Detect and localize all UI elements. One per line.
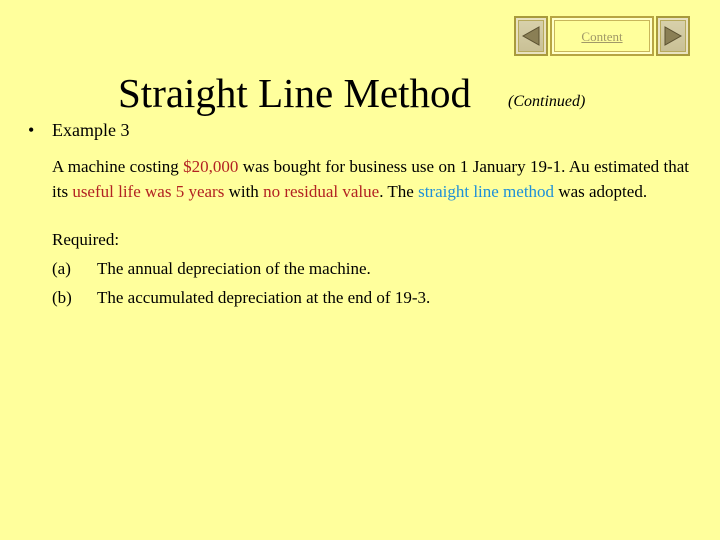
paragraph-text: was bought for business use on 1 January 19-1. Au estimated that its (52, 157, 689, 201)
item-label: (a) (52, 259, 71, 278)
item-text: The accumulated depreciation at the end of 19-3. (97, 288, 431, 307)
required-item-a (52, 259, 371, 279)
item-text: The annual depreciation of the machine. (97, 259, 371, 278)
triangle-left-icon (522, 26, 540, 46)
required-label: Required: (52, 230, 120, 249)
triangle-right-icon (664, 26, 682, 46)
method-highlight: straight line method (418, 182, 555, 201)
bullet-icon: • (28, 120, 35, 140)
required-item-b (52, 288, 430, 308)
next-slide-button[interactable] (656, 16, 690, 56)
bullet-example (28, 120, 129, 141)
paragraph-text: . The (379, 182, 419, 201)
slide-subtitle: (Continued) (508, 93, 586, 110)
content-link-button[interactable]: Content (550, 16, 654, 56)
example-paragraph (52, 154, 689, 204)
useful-life-highlight: useful life was 5 years (72, 182, 225, 201)
residual-highlight: no residual value (263, 182, 380, 201)
previous-slide-button[interactable] (514, 16, 548, 56)
paragraph-text: was adopted. (554, 182, 648, 201)
paragraph-text: A machine costing (52, 157, 184, 176)
item-label: (b) (52, 288, 72, 307)
example-label: Example 3 (52, 120, 130, 140)
paragraph-text: with (224, 182, 264, 201)
slide-title: Straight Line Method (118, 70, 472, 116)
cost-highlight: $20,000 (183, 157, 239, 176)
